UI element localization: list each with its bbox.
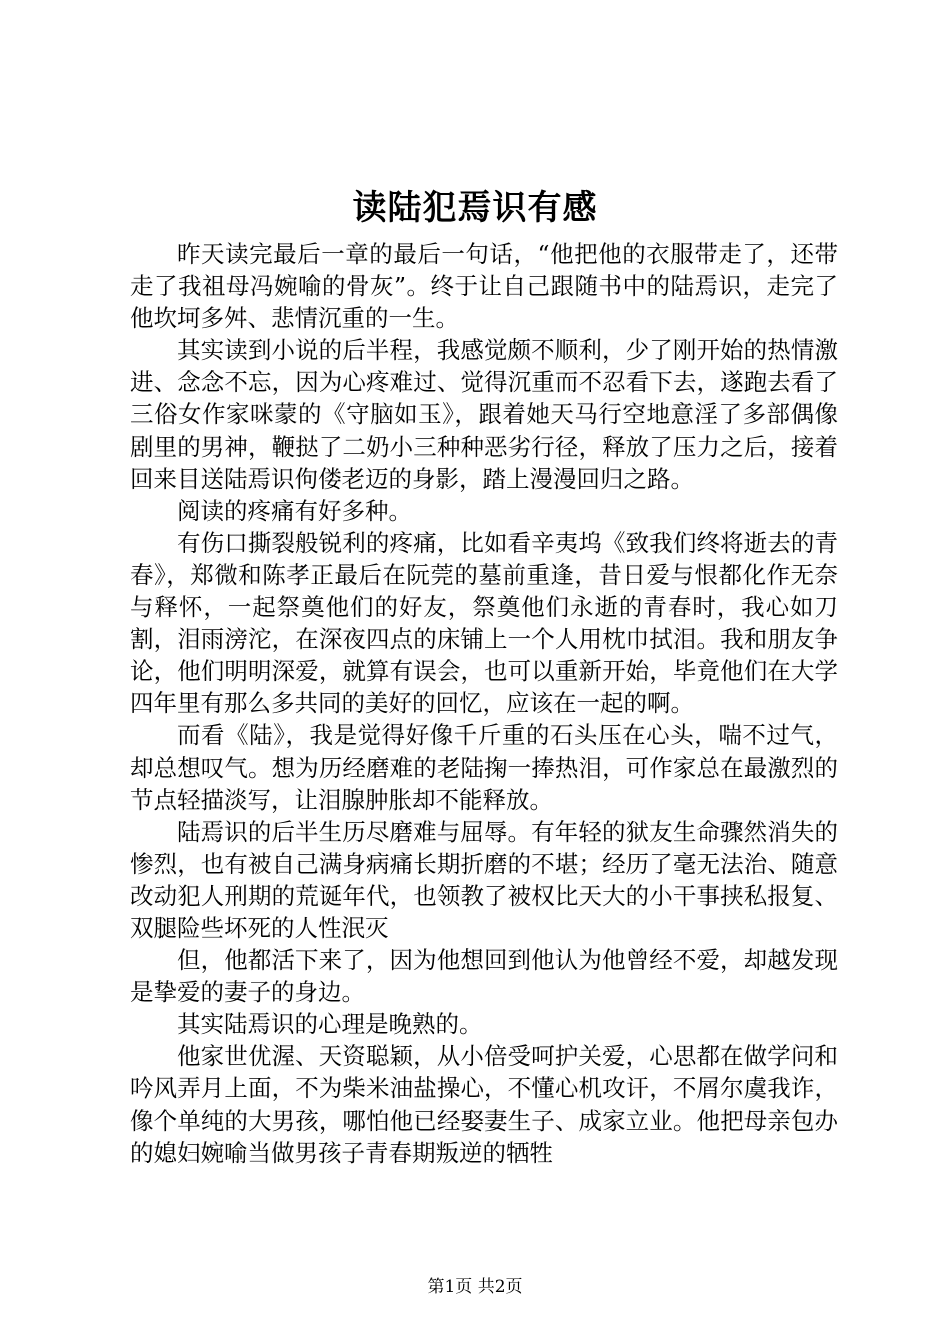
page-footer: 第1页 共2页 [427, 1277, 523, 1297]
document-body [130, 238, 838, 1169]
paragraph: 而看《陆》，我是觉得好像千斤重的石头压在心头，喘不过气，却总想叹气。想为历经磨难的老陆掬一捧热泪，可作家总在最激烈的节点轻描淡写，让泪腺肿胀却不能释放。 [130, 721, 838, 814]
document-title: 读陆犯焉识有感 [352, 188, 598, 228]
paragraph: 陆焉识的后半生历尽磨难与屈辱。有年轻的狱友生命骤然消失的惨烈，也有被自己满身病痛长期折磨的不堪；经历了毫无法治、随意改动犯人刑期的荒诞年代，也领教了被权比天大的小干事挟私报复、双腿险些坏死的人性泯灭 [130, 817, 838, 942]
paragraph: 其实陆焉识的心理是晚熟的。 [177, 1010, 483, 1039]
paragraph: 昨天读完最后一章的最后一句话，“他把他的衣服带走了，还带走了我祖母冯婉喻的骨灰”。终于让自己跟随书中的陆焉识，走完了他坎坷多舛、悲情沉重的一生。 [130, 240, 838, 333]
paragraph: 其实读到小说的后半程，我感觉颇不顺利，少了刚开始的热情激进、念念不忘，因为心疼难过、觉得沉重而不忍看下去，遂跑去看了三俗女作家咪蒙的《守脑如玉》，跟着她天马行空地意淫了多部偶像剧里的男神，鞭挞了二奶小三种种恶劣行径，释放了压力之后，接着回来目送陆焉识佝偻老迈的身影，踏上漫漫回归之路。 [130, 336, 838, 493]
paragraph: 有伤口撕裂般锐利的疼痛，比如看辛夷坞《致我们终将逝去的青春》，郑微和陈孝正最后在阮莞的墓前重逢，昔日爱与恨都化作无奈与释怀，一起祭奠他们的好友，祭奠他们永逝的青春时，我心如刀割，泪雨滂沱，在深夜四点的床铺上一个人用枕巾拭泪。我和朋友争论，他们明明深爱，就算有误会，也可以重新开始，毕竟他们在大学四年里有那么多共同的美好的回忆，应该在一起的啊。 [130, 528, 838, 718]
paragraph: 但，他都活下来了，因为他想回到他认为他曾经不爱，却越发现是挚爱的妻子的身边。 [130, 946, 838, 1007]
paragraph: 他家世优渥、天资聪颖，从小倍受呵护关爱，心思都在做学问和吟风弄月上面，不为柴米油盐操心，不懂心机攻讦，不屑尔虞我诈，像个单纯的大男孩，哪怕他已经娶妻生子、成家立业。他把母亲包办的媳妇婉喻当做男孩子青春期叛逆的牺牲 [130, 1042, 838, 1167]
paragraph: 阅读的疼痛有好多种。 [177, 496, 412, 525]
